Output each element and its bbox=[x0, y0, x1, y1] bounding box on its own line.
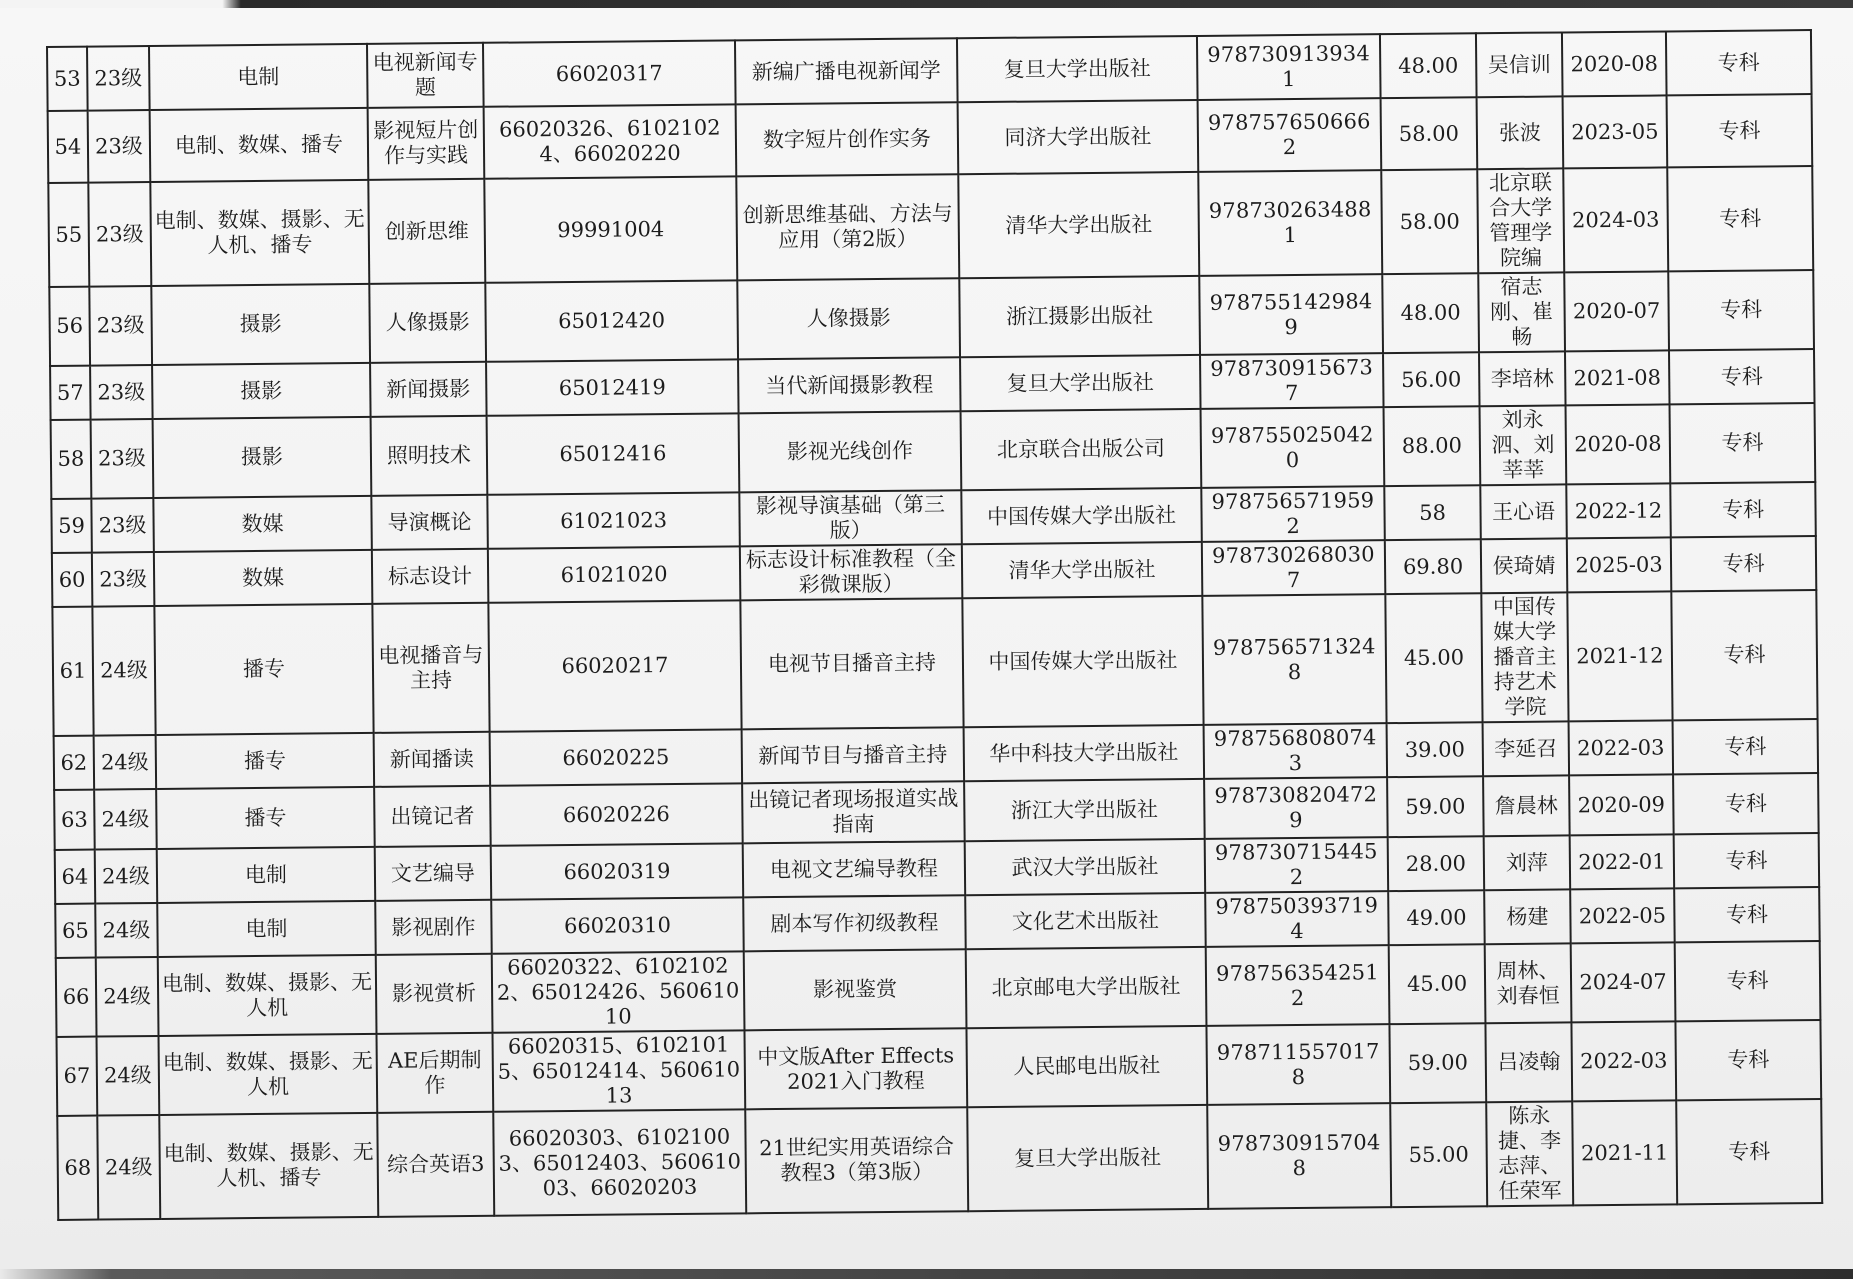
isbn-cell: 9787302634881 bbox=[1198, 170, 1382, 276]
course-codes-cell: 99991004 bbox=[484, 176, 737, 282]
row-number: 61 bbox=[52, 607, 93, 736]
grade-cell: 23级 bbox=[92, 552, 155, 607]
isbn-cell: 9787308204729 bbox=[1204, 777, 1388, 839]
row-number: 60 bbox=[52, 553, 93, 607]
publisher-cell: 浙江摄影出版社 bbox=[959, 276, 1200, 357]
grade-cell: 24级 bbox=[95, 903, 158, 958]
course-name-cell: 影视剧作 bbox=[375, 900, 492, 955]
book-title-cell: 剧本写作初级教程 bbox=[743, 895, 966, 951]
course-name-cell: 影视短片创作与实践 bbox=[368, 107, 485, 180]
book-title-cell: 人像摄影 bbox=[737, 278, 960, 359]
publisher-cell: 清华大学出版社 bbox=[962, 542, 1203, 598]
course-codes-cell: 65012416 bbox=[487, 413, 740, 494]
level-cell: 专科 bbox=[1670, 482, 1816, 537]
course-codes-cell: 61021020 bbox=[488, 546, 741, 602]
course-codes-cell: 61021023 bbox=[487, 492, 740, 548]
book-title-cell: 影视鉴赏 bbox=[744, 949, 967, 1030]
price-cell: 45.00 bbox=[1385, 593, 1482, 723]
publisher-cell: 北京联合出版公司 bbox=[961, 409, 1202, 490]
majors-cell: 电制 bbox=[149, 44, 368, 110]
author-cell: 詹晨林 bbox=[1483, 775, 1570, 836]
publish-date-cell: 2021-08 bbox=[1565, 350, 1670, 405]
course-codes-cell: 66020322、61021022、65012426、56061010 bbox=[492, 951, 745, 1032]
row-number: 67 bbox=[57, 1037, 98, 1116]
price-cell: 59.00 bbox=[1387, 776, 1484, 837]
publish-date-cell: 2020-07 bbox=[1564, 271, 1669, 351]
publish-date-cell: 2022-05 bbox=[1570, 888, 1675, 943]
level-cell: 专科 bbox=[1670, 403, 1816, 483]
level-cell: 专科 bbox=[1668, 270, 1814, 350]
grade-cell: 24级 bbox=[95, 849, 158, 904]
course-codes-cell: 66020315、61021015、65012414、56061013 bbox=[492, 1030, 745, 1111]
course-codes-cell: 65012419 bbox=[486, 359, 739, 415]
author-cell: 周林、刘春恒 bbox=[1485, 943, 1572, 1023]
price-cell: 56.00 bbox=[1383, 352, 1480, 407]
majors-cell: 电制、数媒、摄影、无人机、播专 bbox=[159, 1113, 378, 1219]
publisher-cell: 同济大学出版社 bbox=[958, 100, 1199, 174]
grade-cell: 24级 bbox=[94, 789, 157, 850]
publisher-cell: 北京邮电大学出版社 bbox=[966, 947, 1207, 1028]
level-cell: 专科 bbox=[1667, 166, 1813, 271]
publish-date-cell: 2020-08 bbox=[1562, 31, 1667, 96]
grade-cell: 23级 bbox=[90, 365, 153, 420]
isbn-cell: 9787309156737 bbox=[1200, 353, 1384, 409]
publish-date-cell: 2020-08 bbox=[1566, 404, 1671, 484]
course-codes-cell: 66020217 bbox=[488, 600, 741, 731]
price-cell: 48.00 bbox=[1382, 273, 1479, 353]
isbn-cell: 9787503937194 bbox=[1205, 891, 1389, 947]
majors-cell: 播专 bbox=[154, 604, 373, 735]
level-cell: 专科 bbox=[1667, 94, 1813, 167]
row-number: 68 bbox=[57, 1116, 98, 1220]
publisher-cell: 中国传媒大学出版社 bbox=[961, 488, 1202, 544]
grade-cell: 24级 bbox=[97, 1036, 160, 1116]
publish-date-cell: 2022-03 bbox=[1569, 720, 1674, 775]
book-title-cell: 电视节目播音主持 bbox=[740, 598, 963, 729]
majors-cell: 播专 bbox=[156, 787, 375, 849]
book-title-cell: 数字短片创作实务 bbox=[736, 102, 959, 176]
isbn-cell: 9787565713248 bbox=[1202, 594, 1386, 725]
level-cell: 专科 bbox=[1675, 1020, 1821, 1100]
course-name-cell: 标志设计 bbox=[372, 549, 489, 604]
grade-cell: 24级 bbox=[97, 1115, 160, 1220]
price-cell: 49.00 bbox=[1388, 890, 1485, 945]
table-row bbox=[52, 590, 1817, 736]
price-cell: 58.00 bbox=[1381, 97, 1478, 170]
course-name-cell: 新闻摄影 bbox=[370, 362, 487, 417]
row-number: 64 bbox=[55, 850, 96, 904]
publish-date-cell: 2022-03 bbox=[1571, 1021, 1676, 1101]
isbn-cell: 9787309139341 bbox=[1197, 34, 1381, 100]
course-name-cell: 新闻播读 bbox=[374, 732, 491, 787]
isbn-cell: 9787307154452 bbox=[1205, 837, 1389, 893]
level-cell: 专科 bbox=[1671, 590, 1817, 720]
isbn-cell: 9787302680307 bbox=[1202, 540, 1386, 596]
level-cell: 专科 bbox=[1671, 536, 1817, 591]
course-name-cell: 创新思维 bbox=[368, 179, 485, 284]
majors-cell: 电制、数媒、摄影、无人机 bbox=[159, 1034, 378, 1115]
course-name-cell: 人像摄影 bbox=[369, 283, 486, 363]
isbn-cell: 9787115570178 bbox=[1206, 1024, 1390, 1105]
majors-cell: 电制、数媒、摄影、无人机 bbox=[158, 955, 377, 1036]
price-cell: 48.00 bbox=[1380, 33, 1477, 98]
course-name-cell: AE后期制作 bbox=[376, 1033, 493, 1113]
level-cell: 专科 bbox=[1673, 773, 1819, 834]
majors-cell: 摄影 bbox=[151, 284, 370, 365]
row-number: 63 bbox=[54, 790, 95, 850]
majors-cell: 摄影 bbox=[152, 363, 371, 419]
level-cell: 专科 bbox=[1676, 1099, 1822, 1204]
course-codes-cell: 65012420 bbox=[485, 280, 738, 361]
price-cell: 45.00 bbox=[1389, 944, 1486, 1024]
author-cell: 李延召 bbox=[1483, 721, 1570, 776]
isbn-cell: 9787576506662 bbox=[1198, 98, 1382, 172]
publish-date-cell: 2022-12 bbox=[1566, 483, 1671, 538]
price-cell: 58.00 bbox=[1381, 169, 1478, 274]
price-cell: 28.00 bbox=[1388, 836, 1485, 891]
book-title-cell: 标志设计标准教程（全彩微课版） bbox=[740, 544, 963, 600]
table-body bbox=[47, 30, 1822, 1220]
publisher-cell: 浙江大学出版社 bbox=[964, 779, 1205, 841]
publish-date-cell: 2021-11 bbox=[1572, 1100, 1677, 1205]
author-cell: 王心语 bbox=[1480, 484, 1567, 539]
price-cell: 88.00 bbox=[1384, 406, 1481, 486]
course-codes-cell: 66020326、61021024、66020220 bbox=[484, 104, 737, 178]
level-cell: 专科 bbox=[1669, 349, 1815, 404]
course-name-cell: 出镜记者 bbox=[374, 786, 491, 847]
table-row bbox=[48, 166, 1813, 287]
price-cell: 59.00 bbox=[1389, 1023, 1486, 1103]
grade-cell: 23级 bbox=[89, 286, 152, 366]
book-title-cell: 电视文艺编导教程 bbox=[743, 841, 966, 897]
author-cell: 刘萍 bbox=[1484, 835, 1571, 890]
isbn-cell: 9787309157048 bbox=[1207, 1103, 1391, 1209]
author-cell: 宿志刚、崔畅 bbox=[1478, 272, 1565, 352]
book-title-cell: 创新思维基础、方法与应用（第2版） bbox=[736, 174, 959, 280]
row-number: 54 bbox=[48, 111, 89, 183]
row-number: 59 bbox=[51, 499, 92, 553]
author-cell: 陈永捷、李志萍、任荣军 bbox=[1486, 1101, 1573, 1206]
course-codes-cell: 66020225 bbox=[490, 729, 743, 785]
publish-date-cell: 2024-07 bbox=[1571, 942, 1676, 1022]
row-number: 65 bbox=[55, 904, 96, 958]
author-cell: 杨建 bbox=[1484, 889, 1571, 944]
isbn-cell: 9787563542512 bbox=[1206, 945, 1390, 1026]
publish-date-cell: 2025-03 bbox=[1567, 537, 1672, 592]
majors-cell: 摄影 bbox=[153, 417, 372, 498]
row-number: 66 bbox=[56, 958, 97, 1037]
book-title-cell: 新编广播电视新闻学 bbox=[735, 38, 958, 104]
publisher-cell: 文化艺术出版社 bbox=[965, 893, 1206, 949]
book-title-cell: 新闻节目与播音主持 bbox=[742, 727, 965, 783]
grade-cell: 24级 bbox=[96, 957, 159, 1037]
grade-cell: 23级 bbox=[88, 110, 151, 183]
course-codes-cell: 66020317 bbox=[483, 40, 736, 106]
majors-cell: 电制、数媒、播专 bbox=[150, 108, 369, 182]
course-codes-cell: 66020310 bbox=[491, 897, 744, 953]
isbn-cell: 9787565719592 bbox=[1201, 486, 1385, 542]
price-cell: 58 bbox=[1384, 485, 1481, 540]
grade-cell: 23级 bbox=[87, 46, 150, 111]
level-cell: 专科 bbox=[1674, 833, 1820, 888]
publisher-cell: 复旦大学出版社 bbox=[957, 36, 1198, 102]
publisher-cell: 清华大学出版社 bbox=[958, 172, 1199, 278]
row-number: 53 bbox=[47, 47, 88, 111]
course-name-cell: 导演概论 bbox=[371, 495, 488, 550]
row-number: 56 bbox=[49, 287, 90, 366]
price-cell: 69.80 bbox=[1385, 539, 1482, 594]
publish-date-cell: 2021-12 bbox=[1567, 591, 1672, 721]
row-number: 55 bbox=[48, 183, 89, 287]
publisher-cell: 中国传媒大学出版社 bbox=[962, 596, 1203, 727]
level-cell: 专科 bbox=[1666, 30, 1812, 95]
table-row bbox=[57, 1099, 1822, 1220]
publish-date-cell: 2020-09 bbox=[1569, 774, 1674, 835]
publisher-cell: 武汉大学出版社 bbox=[965, 839, 1206, 895]
level-cell: 专科 bbox=[1674, 887, 1820, 942]
book-title-cell: 出镜记者现场报道实战指南 bbox=[742, 781, 965, 843]
author-cell: 张波 bbox=[1477, 96, 1564, 169]
course-name-cell: 电视播音与主持 bbox=[372, 603, 489, 733]
book-title-cell: 21世纪实用英语综合教程3（第3版） bbox=[745, 1107, 968, 1213]
price-cell: 39.00 bbox=[1387, 722, 1484, 777]
majors-cell: 数媒 bbox=[153, 496, 372, 552]
row-number: 62 bbox=[54, 736, 95, 790]
photo-bottom-edge bbox=[0, 1269, 1853, 1279]
author-cell: 吴信训 bbox=[1476, 32, 1563, 97]
book-title-cell: 当代新闻摄影教程 bbox=[738, 357, 961, 413]
grade-cell: 23级 bbox=[88, 182, 151, 287]
publisher-cell: 人民邮电出版社 bbox=[966, 1026, 1207, 1107]
isbn-cell: 9787551429849 bbox=[1199, 274, 1383, 355]
majors-cell: 数媒 bbox=[154, 550, 373, 606]
course-codes-cell: 66020303、61021003、65012403、56061003、66020203 bbox=[493, 1109, 746, 1215]
textbook-table bbox=[46, 29, 1823, 1221]
isbn-cell: 9787568080743 bbox=[1204, 723, 1388, 779]
grade-cell: 24级 bbox=[94, 735, 157, 790]
book-title-cell: 影视导演基础（第三版） bbox=[739, 490, 962, 546]
publisher-cell: 复旦大学出版社 bbox=[960, 355, 1201, 411]
book-title-cell: 影视光线创作 bbox=[739, 411, 962, 492]
course-name-cell: 照明技术 bbox=[371, 416, 488, 496]
author-cell: 吕凌翰 bbox=[1485, 1022, 1572, 1102]
majors-cell: 电制 bbox=[157, 901, 376, 957]
course-name-cell: 电视新闻专题 bbox=[367, 43, 484, 108]
author-cell: 刘永泗、刘莘莘 bbox=[1480, 405, 1567, 485]
publish-date-cell: 2024-03 bbox=[1563, 167, 1668, 272]
row-number: 57 bbox=[50, 366, 91, 420]
author-cell: 北京联合大学管理学院编 bbox=[1477, 168, 1564, 273]
book-title-cell: 中文版After Effects 2021入门教程 bbox=[744, 1028, 967, 1109]
course-codes-cell: 66020226 bbox=[490, 783, 743, 845]
grade-cell: 23级 bbox=[91, 419, 154, 499]
course-name-cell: 影视赏析 bbox=[376, 954, 493, 1034]
publisher-cell: 华中科技大学出版社 bbox=[964, 725, 1205, 781]
publish-date-cell: 2023-05 bbox=[1563, 95, 1668, 168]
course-name-cell: 综合英语3 bbox=[377, 1112, 494, 1217]
grade-cell: 23级 bbox=[91, 498, 154, 553]
majors-cell: 播专 bbox=[156, 733, 375, 789]
level-cell: 专科 bbox=[1673, 719, 1819, 774]
author-cell: 侯琦婧 bbox=[1481, 538, 1568, 593]
row-number: 58 bbox=[51, 420, 92, 499]
publish-date-cell: 2022-01 bbox=[1570, 834, 1675, 889]
majors-cell: 电制 bbox=[157, 847, 376, 903]
document-sheet bbox=[0, 8, 1853, 1279]
level-cell: 专科 bbox=[1675, 941, 1821, 1021]
course-name-cell: 文艺编导 bbox=[375, 846, 492, 901]
price-cell: 55.00 bbox=[1390, 1102, 1487, 1207]
majors-cell: 电制、数媒、摄影、无人机、播专 bbox=[150, 180, 369, 286]
grade-cell: 24级 bbox=[92, 606, 155, 736]
isbn-cell: 9787550250420 bbox=[1201, 407, 1385, 488]
author-cell: 中国传媒大学播音主持艺术学院 bbox=[1481, 592, 1568, 722]
publisher-cell: 复旦大学出版社 bbox=[967, 1105, 1208, 1211]
course-codes-cell: 66020319 bbox=[491, 843, 744, 899]
author-cell: 李培林 bbox=[1479, 351, 1566, 406]
